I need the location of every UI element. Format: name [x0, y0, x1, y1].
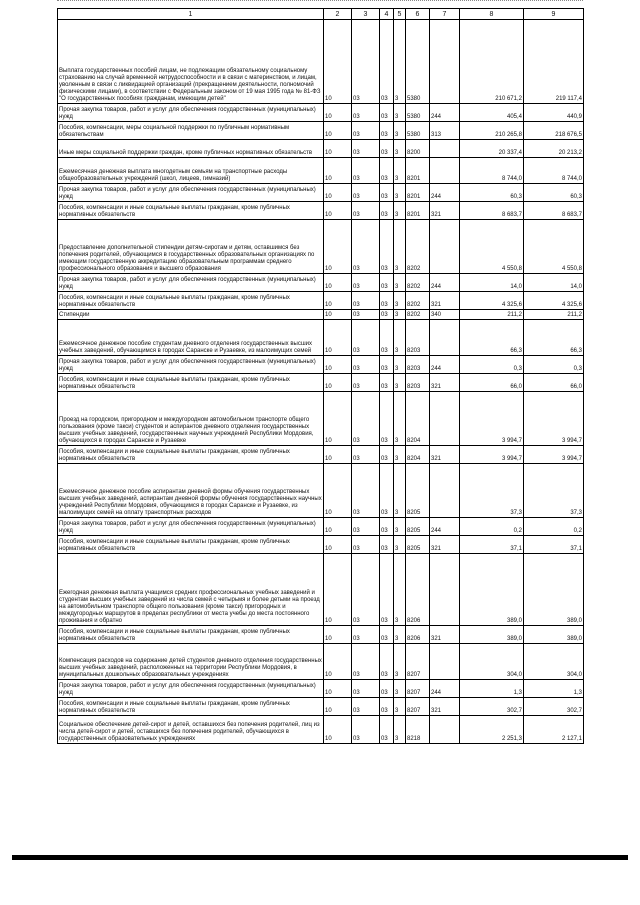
amount-cell: 60,3	[524, 184, 584, 202]
table-row	[58, 698, 584, 716]
code-cell: 10	[324, 158, 352, 184]
amount-cell: 389,0	[460, 554, 524, 626]
amount-cell: 37,3	[460, 464, 524, 518]
code-cell: 03	[380, 274, 394, 292]
row-name: Прочая закупка товаров, работ и услуг для обеспечения государственных (муниципальных) нужд	[58, 518, 324, 536]
code-cell: 03	[352, 274, 380, 292]
row-name: Прочая закупка товаров, работ и услуг для обеспечения государственных (муниципальных) нужд	[58, 104, 324, 122]
budget-table	[57, 8, 584, 744]
code-cell: 3	[394, 716, 406, 744]
table-row	[58, 626, 584, 644]
code-cell: 03	[352, 292, 380, 310]
code-cell	[430, 320, 460, 356]
code-cell	[430, 158, 460, 184]
amount-cell: 304,0	[460, 644, 524, 680]
amount-cell: 210 265,8	[460, 122, 524, 140]
table-row	[58, 310, 584, 320]
code-cell: 3	[394, 680, 406, 698]
header-cell: 8	[460, 9, 524, 20]
amount-cell: 302,7	[460, 698, 524, 716]
code-cell: 03	[380, 320, 394, 356]
table-row	[58, 274, 584, 292]
code-cell: 3	[394, 310, 406, 320]
code-cell: 3	[394, 202, 406, 220]
amount-cell: 3 994,7	[524, 446, 584, 464]
code-cell: 3	[394, 464, 406, 518]
code-cell: 321	[430, 698, 460, 716]
code-cell: 03	[352, 644, 380, 680]
code-cell: 3	[394, 140, 406, 158]
amount-cell: 20 213,2	[524, 140, 584, 158]
page-top-edge	[57, 0, 583, 4]
code-cell: 03	[352, 680, 380, 698]
row-name: Пособия, компенсации, меры социальной поддержки по публичным нормативным обязательствам	[58, 122, 324, 140]
code-cell: 8206	[406, 554, 430, 626]
row-name: Стипендии	[58, 310, 324, 320]
code-cell: 10	[324, 536, 352, 554]
code-cell: 03	[352, 464, 380, 518]
amount-cell: 2 127,1	[524, 716, 584, 744]
code-cell: 03	[352, 220, 380, 274]
table-row	[58, 680, 584, 698]
code-cell	[430, 20, 460, 104]
code-cell: 03	[380, 158, 394, 184]
amount-cell: 60,3	[460, 184, 524, 202]
amount-cell: 0,2	[460, 518, 524, 536]
amount-cell: 1,3	[524, 680, 584, 698]
amount-cell: 211,2	[460, 310, 524, 320]
row-name: Социальное обеспечение детей-сирот и детей, оставшихся без попечения родителей, лиц из числа детей-сирот и детей, оставшихся без попечения родителей, обучающихся в государственных образовательных учреждениях	[58, 716, 324, 744]
table-row	[58, 356, 584, 374]
code-cell: 03	[380, 626, 394, 644]
code-cell: 3	[394, 644, 406, 680]
header-cell: 6	[406, 9, 430, 20]
table-row	[58, 518, 584, 536]
code-cell: 03	[352, 374, 380, 392]
code-cell: 10	[324, 644, 352, 680]
code-cell: 10	[324, 446, 352, 464]
code-cell: 03	[380, 554, 394, 626]
code-cell: 321	[430, 446, 460, 464]
amount-cell: 20 337,4	[460, 140, 524, 158]
code-cell: 8201	[406, 158, 430, 184]
header-cell: 9	[524, 9, 584, 20]
row-name: Ежемесячное денежное пособие аспирантам дневной формы обучения государственных высших учебных заведений, аспирантам дневной формы обучения государственных научных учреждений Республики Мордовия, обучающимся в городах Саранске и Рузаевке, из малоимущих семей на оплату транспортных расходов	[58, 464, 324, 518]
amount-cell: 0,3	[524, 356, 584, 374]
code-cell: 10	[324, 202, 352, 220]
amount-cell: 37,1	[524, 536, 584, 554]
code-cell: 3	[394, 518, 406, 536]
amount-cell: 37,3	[524, 464, 584, 518]
amount-cell: 8 744,0	[524, 158, 584, 184]
amount-cell: 66,3	[460, 320, 524, 356]
code-cell: 10	[324, 220, 352, 274]
code-cell: 03	[380, 310, 394, 320]
row-name: Ежегодная денежная выплата учащимся средних профессиональных учебных заведений и студентам высших учебных заведений из числа семей с четырьмя и более детьми на проезд на автомобильном транспорте общего пользования (кроме такси) пригородных и междугородных маршрутов в пределах республики от места учебы до места постоянного проживания и обратно	[58, 554, 324, 626]
code-cell: 8201	[406, 202, 430, 220]
code-cell: 321	[430, 202, 460, 220]
code-cell: 244	[430, 104, 460, 122]
row-name: Пособия, компенсации и иные социальные выплаты гражданам, кроме публичных нормативных обязательств	[58, 698, 324, 716]
code-cell: 10	[324, 292, 352, 310]
amount-cell: 66,0	[460, 374, 524, 392]
code-cell: 10	[324, 20, 352, 104]
code-cell: 10	[324, 104, 352, 122]
header-cell: 5	[394, 9, 406, 20]
amount-cell: 2 251,3	[460, 716, 524, 744]
code-cell: 8203	[406, 320, 430, 356]
code-cell: 3	[394, 554, 406, 626]
amount-cell: 4 550,8	[460, 220, 524, 274]
code-cell: 10	[324, 310, 352, 320]
bottom-rule	[12, 855, 628, 860]
code-cell: 03	[380, 104, 394, 122]
amount-cell: 8 683,7	[524, 202, 584, 220]
row-name: Пособия, компенсации и иные социальные выплаты гражданам, кроме публичных нормативных обязательств	[58, 446, 324, 464]
code-cell: 8202	[406, 292, 430, 310]
code-cell: 03	[380, 392, 394, 446]
code-cell: 3	[394, 374, 406, 392]
code-cell: 244	[430, 680, 460, 698]
code-cell: 03	[352, 626, 380, 644]
code-cell: 3	[394, 292, 406, 310]
code-cell: 8203	[406, 374, 430, 392]
amount-cell: 66,0	[524, 374, 584, 392]
row-name: Предоставление дополнительной стипендии детям-сиротам и детям, оставшимся без попечения родителей, обучающимся в государственных образовательных организациях по имеющим государственную аккредитацию образовательным программам среднего профессионального образования и высшего образования	[58, 220, 324, 274]
amount-cell: 3 994,7	[460, 446, 524, 464]
code-cell: 3	[394, 122, 406, 140]
code-cell: 10	[324, 122, 352, 140]
code-cell: 03	[380, 518, 394, 536]
amount-cell: 4 325,6	[524, 292, 584, 310]
header-cell: 7	[430, 9, 460, 20]
amount-cell: 389,0	[524, 626, 584, 644]
code-cell: 03	[380, 356, 394, 374]
code-cell: 03	[380, 202, 394, 220]
code-cell: 3	[394, 20, 406, 104]
code-cell: 03	[352, 310, 380, 320]
code-cell: 03	[352, 202, 380, 220]
code-cell: 03	[380, 292, 394, 310]
code-cell: 03	[380, 536, 394, 554]
code-cell: 10	[324, 680, 352, 698]
code-cell: 03	[380, 184, 394, 202]
amount-cell: 405,4	[460, 104, 524, 122]
code-cell	[430, 464, 460, 518]
table-row	[58, 122, 584, 140]
row-name: Иные меры социальной поддержки граждан, кроме публичных нормативных обязательств	[58, 140, 324, 158]
code-cell: 3	[394, 184, 406, 202]
row-name: Ежемесячное денежное пособие студентам дневного отделения государственных высших учебных заведений, обучающимся в городах Саранске и Рузаевке, из малоимущих семей	[58, 320, 324, 356]
code-cell: 3	[394, 392, 406, 446]
amount-cell: 66,3	[524, 320, 584, 356]
code-cell: 03	[380, 716, 394, 744]
table-row	[58, 184, 584, 202]
row-name: Пособия, компенсации и иные социальные выплаты гражданам, кроме публичных нормативных обязательств	[58, 536, 324, 554]
code-cell: 10	[324, 716, 352, 744]
code-cell	[430, 554, 460, 626]
table-row	[58, 220, 584, 274]
code-cell: 8205	[406, 464, 430, 518]
amount-cell: 389,0	[460, 626, 524, 644]
code-cell: 03	[352, 716, 380, 744]
row-name: Пособия, компенсации и иные социальные выплаты гражданам, кроме публичных нормативных обязательств	[58, 374, 324, 392]
code-cell: 03	[352, 446, 380, 464]
amount-cell: 3 994,7	[460, 392, 524, 446]
code-cell: 5380	[406, 122, 430, 140]
code-cell: 340	[430, 310, 460, 320]
code-cell: 03	[380, 464, 394, 518]
code-cell: 8203	[406, 356, 430, 374]
table-row	[58, 20, 584, 104]
table-row	[58, 536, 584, 554]
code-cell: 10	[324, 518, 352, 536]
row-name: Ежемесячная денежная выплата многодетным семьям на транспортные расходы общеобразовательных учреждений (школ, лицеев, гимназий)	[58, 158, 324, 184]
amount-cell: 4 325,6	[460, 292, 524, 310]
table-row	[58, 464, 584, 518]
table-row	[58, 716, 584, 744]
code-cell: 03	[352, 554, 380, 626]
code-cell: 3	[394, 274, 406, 292]
code-cell: 10	[324, 374, 352, 392]
code-cell: 10	[324, 274, 352, 292]
code-cell: 03	[380, 680, 394, 698]
code-cell	[430, 140, 460, 158]
amount-cell: 14,0	[460, 274, 524, 292]
amount-cell: 210 671,2	[460, 20, 524, 104]
table-row	[58, 292, 584, 310]
amount-cell: 0,3	[460, 356, 524, 374]
code-cell: 244	[430, 518, 460, 536]
amount-cell: 219 117,4	[524, 20, 584, 104]
code-cell: 3	[394, 536, 406, 554]
amount-cell: 4 550,8	[524, 220, 584, 274]
code-cell: 03	[352, 184, 380, 202]
code-cell: 03	[380, 446, 394, 464]
code-cell: 10	[324, 356, 352, 374]
code-cell: 03	[352, 698, 380, 716]
code-cell: 03	[380, 644, 394, 680]
amount-cell: 0,2	[524, 518, 584, 536]
row-name: Пособия, компенсации и иные социальные выплаты гражданам, кроме публичных нормативных обязательств	[58, 292, 324, 310]
code-cell: 8206	[406, 626, 430, 644]
code-cell: 8204	[406, 392, 430, 446]
code-cell: 03	[352, 392, 380, 446]
header-cell: 3	[352, 9, 380, 20]
amount-cell: 304,0	[524, 644, 584, 680]
code-cell: 8207	[406, 644, 430, 680]
code-cell: 03	[380, 122, 394, 140]
code-cell: 8205	[406, 518, 430, 536]
amount-cell: 37,1	[460, 536, 524, 554]
table-row	[58, 158, 584, 184]
code-cell: 03	[352, 122, 380, 140]
row-name: Прочая закупка товаров, работ и услуг для обеспечения государственных (муниципальных) нужд	[58, 274, 324, 292]
code-cell: 8204	[406, 446, 430, 464]
code-cell: 3	[394, 446, 406, 464]
code-cell: 03	[352, 158, 380, 184]
code-cell: 03	[352, 140, 380, 158]
row-name: Пособия, компенсации и иные социальные выплаты гражданам, кроме публичных нормативных обязательств	[58, 626, 324, 644]
code-cell: 03	[352, 20, 380, 104]
code-cell	[430, 220, 460, 274]
table-row	[58, 104, 584, 122]
code-cell: 5380	[406, 104, 430, 122]
code-cell: 03	[380, 140, 394, 158]
code-cell: 8218	[406, 716, 430, 744]
code-cell: 3	[394, 626, 406, 644]
code-cell: 244	[430, 274, 460, 292]
code-cell: 8202	[406, 274, 430, 292]
table-row	[58, 320, 584, 356]
code-cell: 3	[394, 104, 406, 122]
amount-cell: 8 683,7	[460, 202, 524, 220]
code-cell: 10	[324, 698, 352, 716]
amount-cell: 14,0	[524, 274, 584, 292]
code-cell: 321	[430, 626, 460, 644]
header-cell: 1	[58, 9, 324, 20]
code-cell	[430, 392, 460, 446]
table-row	[58, 202, 584, 220]
code-cell: 313	[430, 122, 460, 140]
code-cell: 10	[324, 464, 352, 518]
table-header-row	[58, 9, 584, 20]
code-cell: 03	[352, 320, 380, 356]
code-cell: 8207	[406, 698, 430, 716]
row-name: Проезд на городском, пригородном и междугородном автомобильном транспорте общего пользования (кроме такси) студентов и аспирантов дневного отделения государственных высших учебных заведений, государственных научных учреждений Республики Мордовия, обучающихся в городах Саранске и Рузаевке	[58, 392, 324, 446]
amount-cell: 302,7	[524, 698, 584, 716]
code-cell: 03	[380, 698, 394, 716]
amount-cell: 389,0	[524, 554, 584, 626]
code-cell	[430, 716, 460, 744]
amount-cell: 1,3	[460, 680, 524, 698]
code-cell: 321	[430, 292, 460, 310]
code-cell: 3	[394, 698, 406, 716]
table-row	[58, 392, 584, 446]
code-cell: 8200	[406, 140, 430, 158]
code-cell	[430, 644, 460, 680]
amount-cell: 3 994,7	[524, 392, 584, 446]
table-body	[58, 20, 584, 744]
row-name: Прочая закупка товаров, работ и услуг для обеспечения государственных (муниципальных) нужд	[58, 356, 324, 374]
code-cell: 5380	[406, 20, 430, 104]
amount-cell: 440,9	[524, 104, 584, 122]
row-name: Выплата государственных пособий лицам, не подлежащим обязательному социальному страхованию на случай временной нетрудоспособности и в связи с материнством, и лицам, уволенным в связи с ликвидацией организаций (прекращением деятельности, полномочий физическими лицами), в соответствии с Федеральным законом от 19 мая 1995 года № 81-ФЗ "О государственных пособиях гражданам, имеющим детей"	[58, 20, 324, 104]
code-cell: 3	[394, 356, 406, 374]
code-cell: 03	[352, 536, 380, 554]
row-name: Прочая закупка товаров, работ и услуг для обеспечения государственных (муниципальных) нужд	[58, 680, 324, 698]
code-cell: 03	[352, 356, 380, 374]
amount-cell: 8 744,0	[460, 158, 524, 184]
code-cell: 3	[394, 158, 406, 184]
code-cell: 10	[324, 554, 352, 626]
header-cell: 4	[380, 9, 394, 20]
row-name: Прочая закупка товаров, работ и услуг для обеспечения государственных (муниципальных) нужд	[58, 184, 324, 202]
code-cell: 03	[380, 20, 394, 104]
row-name: Компенсация расходов на содержание детей студентов дневного отделения государственных высших учебных заведений, расположенных на территории Республики Мордовия, в муниципальных дошкольных образовательных учреждениях	[58, 644, 324, 680]
table-row	[58, 140, 584, 158]
table-row	[58, 374, 584, 392]
code-cell: 8202	[406, 220, 430, 274]
code-cell: 244	[430, 184, 460, 202]
table-row	[58, 644, 584, 680]
code-cell: 10	[324, 320, 352, 356]
code-cell: 03	[352, 104, 380, 122]
code-cell: 8202	[406, 310, 430, 320]
code-cell: 10	[324, 626, 352, 644]
code-cell: 03	[380, 220, 394, 274]
table-row	[58, 446, 584, 464]
table-row	[58, 554, 584, 626]
code-cell: 244	[430, 356, 460, 374]
code-cell: 8205	[406, 536, 430, 554]
header-cell: 2	[324, 9, 352, 20]
row-name: Пособия, компенсации и иные социальные выплаты гражданам, кроме публичных нормативных обязательств	[58, 202, 324, 220]
code-cell: 321	[430, 536, 460, 554]
code-cell: 3	[394, 320, 406, 356]
code-cell: 03	[352, 518, 380, 536]
amount-cell: 218 676,5	[524, 122, 584, 140]
code-cell: 321	[430, 374, 460, 392]
code-cell: 10	[324, 184, 352, 202]
code-cell: 3	[394, 220, 406, 274]
code-cell: 10	[324, 392, 352, 446]
amount-cell: 211,2	[524, 310, 584, 320]
code-cell: 10	[324, 140, 352, 158]
code-cell: 03	[380, 374, 394, 392]
code-cell: 8207	[406, 680, 430, 698]
code-cell: 8201	[406, 184, 430, 202]
